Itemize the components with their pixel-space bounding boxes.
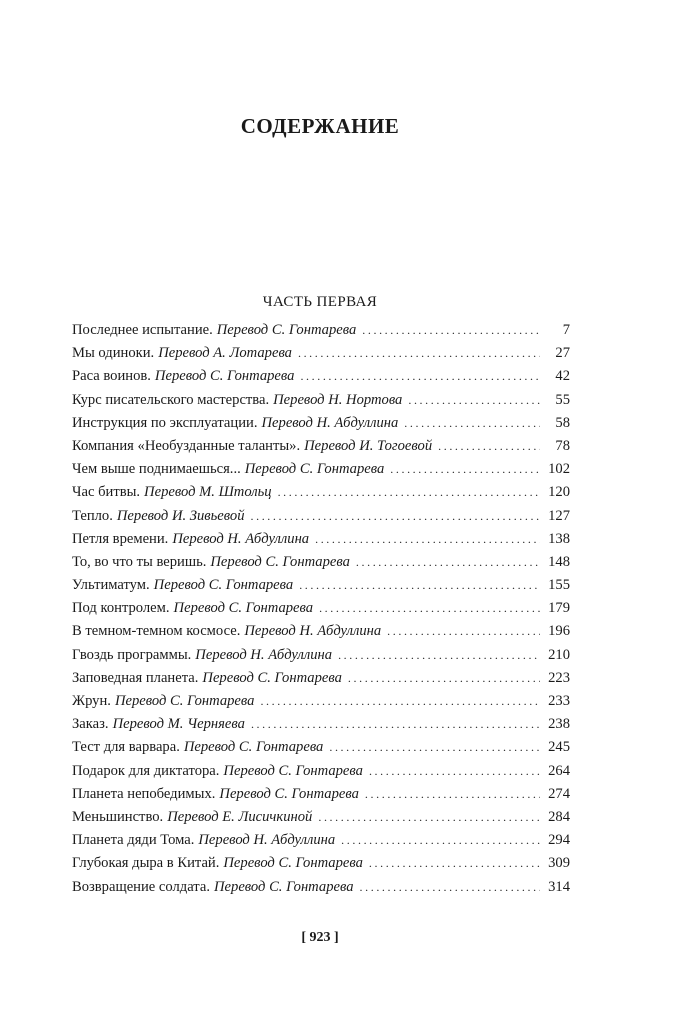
toc-entry-translator: Перевод Е. Лисичкиной <box>167 808 313 825</box>
dot-leader <box>260 694 540 709</box>
page-number: [ 923 ] <box>301 930 339 945</box>
toc-entry-title: Планета непобедимых. <box>72 785 216 802</box>
toc-entry-page: 309 <box>548 855 570 872</box>
toc-entry-page: 210 <box>548 646 570 663</box>
toc-entry-translator: Перевод С. Гонтарева <box>183 739 324 756</box>
toc-entry <box>72 368 570 391</box>
toc-entry-page: 127 <box>548 507 570 524</box>
toc-entry-title: Петля времени. <box>72 530 169 547</box>
toc-entry-page: 58 <box>555 414 570 431</box>
toc-entry <box>72 577 570 600</box>
toc-entry-page: 7 <box>562 322 570 338</box>
toc-entry-page: 120 <box>548 484 570 501</box>
dot-leader <box>360 880 540 895</box>
toc-entry-translator: Перевод А. Лотарева <box>158 345 292 362</box>
toc-entry-page: 27 <box>555 345 570 362</box>
dot-leader <box>319 601 540 616</box>
toc-entry-title: В темном-темном космосе. <box>72 623 241 640</box>
toc-entry-page: 238 <box>548 716 570 733</box>
toc-entry <box>72 392 570 415</box>
dot-leader <box>329 740 540 755</box>
toc-entry-translator: Перевод С. Гонтарева <box>244 461 385 478</box>
toc-entry-translator: Перевод С. Гонтарева <box>202 669 342 686</box>
toc-entry-page: 314 <box>548 878 570 895</box>
toc-entry-translator: Перевод Н. Нортова <box>273 391 403 408</box>
dot-leader <box>362 323 540 338</box>
toc-entry-title: Курс писательского мастерства. <box>72 391 270 408</box>
toc-entry <box>72 554 570 577</box>
toc-entry <box>72 739 570 762</box>
dot-leader <box>341 833 540 848</box>
toc-entry-title: Последнее испытание. <box>72 322 213 338</box>
toc-entry-title: Глубокая дыра в Китай. <box>72 855 220 872</box>
toc-entry-translator: Перевод И. Зивьевой <box>116 507 245 524</box>
toc-entry-page: 179 <box>548 600 570 617</box>
toc-entry <box>72 647 570 670</box>
toc-entry-translator: Перевод С. Гонтарева <box>219 785 359 802</box>
dot-leader <box>356 555 540 570</box>
dot-leader <box>315 532 540 547</box>
toc-entry-translator: Перевод С. Гонтарева <box>154 368 295 385</box>
dot-leader <box>251 509 541 524</box>
toc-entry-title: Ультиматум. <box>72 577 150 594</box>
toc-entry <box>72 508 570 531</box>
toc-entry-translator: Перевод Н. Абдуллина <box>195 646 333 663</box>
toc-entry-title: Компания «Необузданные таланты». <box>72 437 301 454</box>
toc-entry-translator: Перевод С. Гонтарева <box>210 553 350 570</box>
toc-entry-translator: Перевод М. Штольц <box>144 484 272 501</box>
dot-leader <box>318 810 540 825</box>
dot-leader <box>300 369 540 384</box>
toc-entry <box>72 623 570 646</box>
toc-entry <box>72 600 570 623</box>
toc-entry <box>72 345 570 368</box>
toc-entry <box>72 809 570 832</box>
toc-entry-translator: Перевод С. Гонтарева <box>223 762 363 779</box>
toc-entry <box>72 716 570 739</box>
dot-leader <box>369 764 540 779</box>
toc-entry-title: Жрун. <box>72 693 111 709</box>
dot-leader <box>278 485 540 500</box>
toc-entry-title: Раса воинов. <box>72 368 151 385</box>
toc-entry-translator: Перевод М. Черняева <box>112 716 245 733</box>
toc-entry <box>72 438 570 461</box>
table-of-contents <box>72 322 570 902</box>
toc-entry-page: 284 <box>548 808 570 825</box>
contents-heading: СОДЕРЖАНИЕ <box>240 114 400 138</box>
toc-entry-title: Заповедная планета. <box>72 669 199 686</box>
toc-entry-translator: Перевод Н. Абдуллина <box>244 623 382 640</box>
part-title: ЧАСТЬ ПЕРВАЯ <box>262 294 378 310</box>
toc-entry <box>72 832 570 855</box>
toc-entry-title: Планета дяди Тома. <box>72 832 195 849</box>
toc-entry-page: 233 <box>548 693 570 709</box>
toc-entry <box>72 786 570 809</box>
toc-entry <box>72 415 570 438</box>
toc-entry-title: Меньшинство. <box>72 808 164 825</box>
toc-entry-title: Тест для варвара. <box>72 739 180 756</box>
toc-entry <box>72 763 570 786</box>
toc-entry-translator: Перевод С. Гонтарева <box>216 322 357 338</box>
toc-entry-page: 55 <box>555 391 570 408</box>
toc-entry-translator: Перевод Н. Абдуллина <box>172 530 310 547</box>
dot-leader <box>299 578 540 593</box>
toc-entry-page: 138 <box>548 530 570 547</box>
toc-entry <box>72 531 570 554</box>
toc-entry-translator: Перевод С. Гонтарева <box>153 577 294 594</box>
toc-entry <box>72 322 570 345</box>
toc-entry <box>72 855 570 878</box>
toc-entry-page: 274 <box>548 785 570 802</box>
toc-entry <box>72 670 570 693</box>
toc-entry-page: 78 <box>555 437 570 454</box>
dot-leader <box>438 439 540 454</box>
toc-entry-translator: Перевод С. Гонтарева <box>223 855 363 872</box>
toc-entry-title: Инструкция по эксплуатации. <box>72 414 258 431</box>
toc-entry-translator: Перевод С. Гонтарева <box>214 878 354 895</box>
toc-entry-page: 223 <box>548 669 570 686</box>
toc-entry-translator: Перевод С. Гонтарева <box>114 693 255 709</box>
dot-leader <box>348 671 540 686</box>
dot-leader <box>408 393 540 408</box>
toc-entry-title: Возвращение солдата. <box>72 878 210 895</box>
toc-entry <box>72 693 570 716</box>
dot-leader <box>404 416 540 431</box>
toc-entry-translator: Перевод Н. Абдуллина <box>198 832 336 849</box>
toc-entry <box>72 461 570 484</box>
toc-entry-title: Под контролем. <box>72 600 170 617</box>
dot-leader <box>298 346 540 361</box>
toc-entry-title: Мы одиноки. <box>72 345 155 362</box>
toc-entry-translator: Перевод И. Тогоевой <box>304 437 433 454</box>
toc-entry-title: То, во что ты веришь. <box>72 553 207 570</box>
toc-entry-page: 155 <box>548 577 570 594</box>
toc-entry <box>72 484 570 507</box>
toc-entry-title: Подарок для диктатора. <box>72 762 220 779</box>
toc-entry-translator: Перевод С. Гонтарева <box>173 600 314 617</box>
dot-leader <box>251 717 540 732</box>
toc-entry-page: 294 <box>548 832 570 849</box>
toc-entry-page: 102 <box>548 461 570 478</box>
toc-entry-title: Тепло. <box>72 507 113 524</box>
dot-leader <box>338 648 540 663</box>
toc-entry-page: 42 <box>555 368 570 385</box>
dot-leader <box>365 787 540 802</box>
toc-entry-title: Гвоздь программы. <box>72 646 192 663</box>
toc-entry-title: Час битвы. <box>72 484 141 501</box>
dot-leader <box>387 624 540 639</box>
dot-leader <box>369 856 540 871</box>
toc-entry-title: Заказ. <box>72 716 109 733</box>
toc-entry-page: 245 <box>548 739 570 756</box>
dot-leader <box>390 462 540 477</box>
toc-entry <box>72 879 570 902</box>
toc-entry-page: 148 <box>548 553 570 570</box>
toc-entry-page: 264 <box>548 762 570 779</box>
toc-entry-page: 196 <box>548 623 570 640</box>
toc-entry-title: Чем выше поднимаешься... <box>72 461 241 478</box>
toc-entry-translator: Перевод Н. Абдуллина <box>261 414 399 431</box>
